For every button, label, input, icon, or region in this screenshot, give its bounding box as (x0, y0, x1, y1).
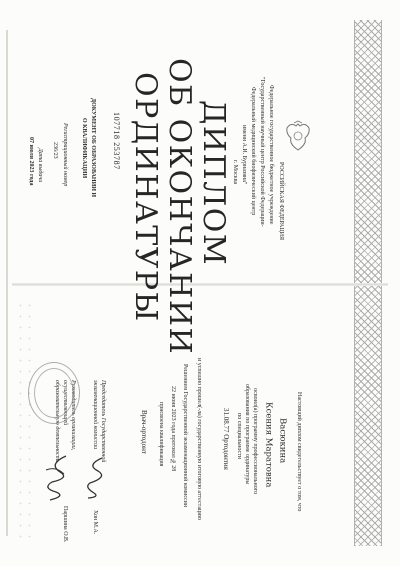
director-label-line-2: осуществляющей (62, 380, 68, 426)
program-line-1: освоил(а) программу профессионального (252, 388, 258, 495)
certify-text: Настоящий диплом свидетельствует о том, что (296, 392, 302, 512)
org-line-4: имени А.И. Бурназяна" (241, 125, 247, 185)
official-stamp (28, 362, 80, 424)
org-line-2: "Государственный научный центр Российской Федерации- (259, 77, 265, 227)
specialty: 31.08.77 Ортодонтия (222, 408, 230, 470)
background-pattern (16, 300, 36, 540)
issue-date: 07 июля 2023 года (28, 137, 34, 186)
director-name: Паршина О.В. (62, 506, 68, 543)
registration-label: Регистрационный номер (62, 123, 68, 187)
diploma-title-line-3: ОРДИНАТУРЫ (128, 72, 163, 323)
coat-of-arms-emblem (283, 120, 313, 152)
qualification-assigned-text: присвоена квалификация (158, 402, 164, 467)
org-line-1: Федеральное государственное бюджетное учреждение (268, 85, 274, 225)
serial-number: 107718 253787 (112, 112, 121, 170)
city: г. Москва (232, 160, 238, 185)
program-line-2: образования по программе ординатуры (244, 384, 250, 485)
exam-text: и успешно прошел(-ла) государственную итоговую аттестацию (196, 358, 202, 520)
director-label-line-1: Руководитель организации, (70, 380, 76, 451)
given-names: Ксения Маратовна (263, 402, 274, 488)
commission-text: Решением Государственной экзаменационной комиссии (182, 364, 188, 508)
diploma-title-line-1: ДИПЛОМ (196, 100, 231, 267)
country-name: РОССИЙСКАЯ ФЕДЕРАЦИЯ (278, 162, 284, 241)
diploma-title-line-2: ОБ ОКОНЧАНИИ (162, 58, 197, 356)
chairman-label-line-2: экзаменационной комиссии (92, 380, 98, 450)
document-type-line-2: О КВАЛИФИКАЦИИ (81, 118, 87, 179)
program-line-3: по специальности (236, 413, 242, 459)
protocol-text: 22 июня 2023 года протокол №28 (170, 386, 176, 472)
chairman-signature (80, 455, 110, 500)
chairman-label-line-1: Председатель Государственной (100, 380, 106, 463)
chairman-name: Хон М.А. (92, 510, 98, 535)
issue-date-label: Дата выдачи (37, 148, 43, 183)
surname: Васюкина (277, 418, 288, 464)
qualification: Врач-ортодонт (140, 410, 148, 454)
org-line-3: Федеральный медицинский биофизический центр (250, 87, 256, 216)
page-fold (12, 283, 388, 286)
director-label-line-3: образовательную деятельность (54, 380, 60, 463)
page-edge (6, 30, 8, 536)
director-signature (40, 452, 74, 502)
document-type-line-1: ДОКУМЕНТ ОБ ОБРАЗОВАНИИ И (90, 98, 96, 198)
registration-number: 236/23 (52, 142, 58, 159)
